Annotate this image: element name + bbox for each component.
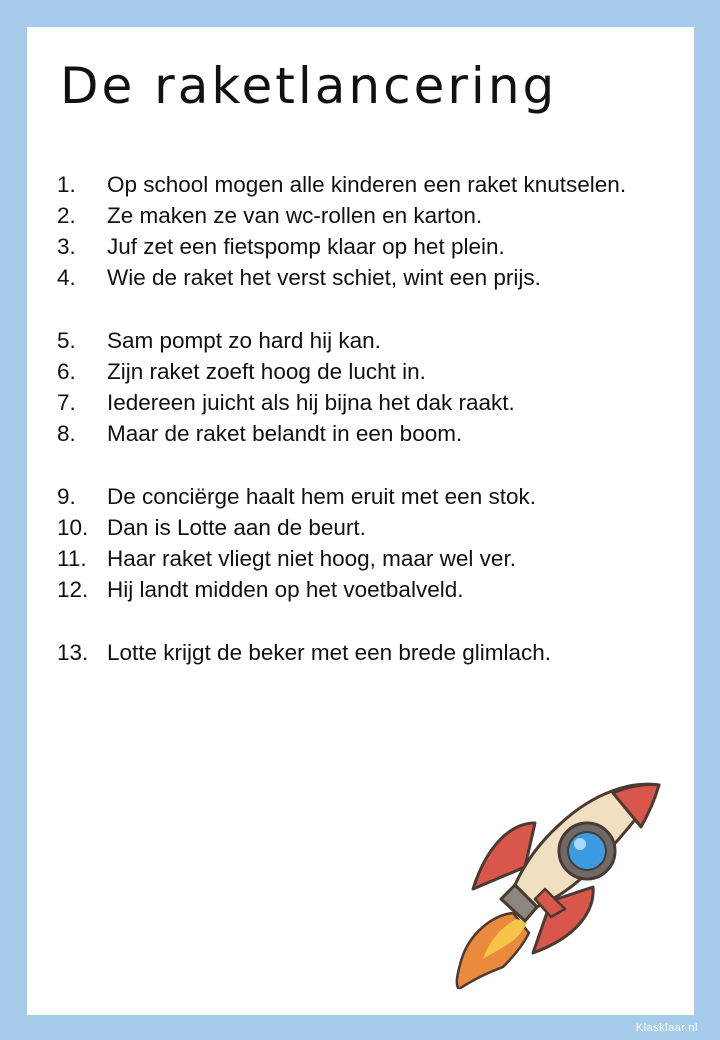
- item-text: Zijn raket zoeft hoog de lucht in.: [107, 359, 426, 384]
- item-text: Maar de raket belandt in een boom.: [107, 421, 463, 446]
- footer-credit: Klasklaar.nl: [635, 1022, 698, 1034]
- item-number: 11.: [57, 546, 87, 571]
- item-number: 2.: [57, 203, 76, 228]
- item-text: Sam pompt zo hard hij kan.: [107, 328, 381, 353]
- item-number: 13.: [57, 640, 89, 665]
- item-number: 3.: [57, 234, 76, 259]
- list-item: [57, 637, 657, 668]
- item-text: Hij landt midden op het voetbalveld.: [107, 577, 464, 602]
- sentence-group-4: [57, 637, 657, 668]
- page-title: De raketlancering: [60, 57, 558, 115]
- item-text: De conciërge haalt hem eruit met een stok.: [107, 484, 536, 509]
- item-text: Dan is Lotte aan de beurt.: [107, 515, 366, 540]
- item-number: 12.: [57, 577, 89, 602]
- item-text: Wie de raket het verst schiet, wint een prijs.: [107, 265, 541, 290]
- rocket-icon: [427, 749, 667, 989]
- item-number: 8.: [57, 421, 76, 446]
- sentence-group-3: [57, 481, 657, 605]
- list-item: [57, 169, 657, 200]
- item-number: 6.: [57, 359, 76, 384]
- worksheet-card: [27, 27, 694, 1015]
- item-number: 5.: [57, 328, 76, 353]
- list-item: [57, 387, 657, 418]
- list-item: [57, 325, 657, 356]
- list-item: [57, 356, 657, 387]
- item-number: 1.: [57, 172, 76, 197]
- item-text: Juf zet een fietspomp klaar op het plein.: [107, 234, 505, 259]
- list-item: [57, 418, 657, 449]
- sentence-list: [57, 169, 657, 700]
- list-item: [57, 231, 657, 262]
- list-item: [57, 481, 657, 512]
- list-item: [57, 512, 657, 543]
- item-text: Haar raket vliegt niet hoog, maar wel ver.: [107, 546, 516, 571]
- rocket-window: [568, 832, 606, 870]
- sentence-group-1: [57, 169, 657, 293]
- item-text: Lotte krijgt de beker met een brede glimlach.: [107, 640, 551, 665]
- rocket-window-shine: [574, 838, 586, 850]
- item-text: Op school mogen alle kinderen een raket knutselen.: [107, 172, 627, 197]
- list-item: [57, 200, 657, 231]
- item-number: 4.: [57, 265, 76, 290]
- list-item: [57, 543, 657, 574]
- item-number: 7.: [57, 390, 76, 415]
- list-item: [57, 262, 657, 293]
- list-item: [57, 574, 657, 605]
- sentence-group-2: [57, 325, 657, 449]
- item-number: 9.: [57, 484, 76, 509]
- item-number: 10.: [57, 515, 89, 540]
- item-text: Ze maken ze van wc-rollen en karton.: [107, 203, 483, 228]
- item-text: Iedereen juicht als hij bijna het dak raakt.: [107, 390, 515, 415]
